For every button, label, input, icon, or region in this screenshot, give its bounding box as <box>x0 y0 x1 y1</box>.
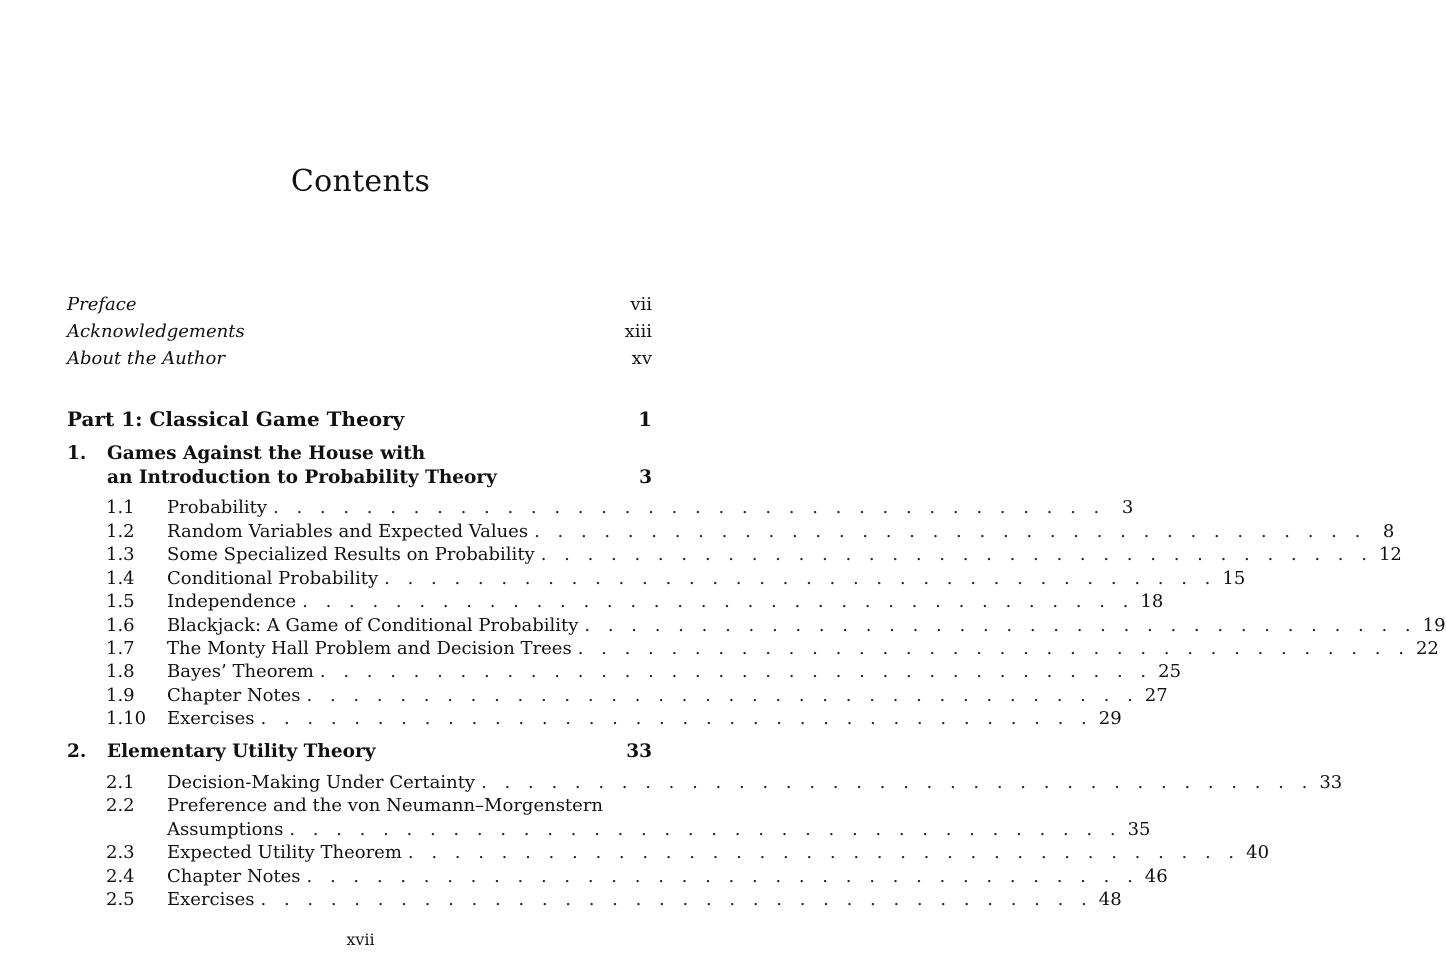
toc-part-1[interactable] <box>67 407 652 431</box>
section-label: Exercises <box>167 889 255 910</box>
section-number: 2.4 <box>106 866 135 887</box>
section-page: 35 <box>1127 819 1151 840</box>
section-page: 40 <box>1246 842 1270 863</box>
section-page: 3 <box>1121 497 1134 518</box>
part-page: 1 <box>638 407 652 431</box>
toc-section-1-4[interactable] <box>106 567 1246 591</box>
dot-leader: . . . . . . . . . . . . . . . . . . . . . . . . . . . . . . . . . . . . <box>534 521 1367 542</box>
dot-leader: . . . . . . . . . . . . . . . . . . . . . . . . . . . . . . . . . . . . <box>260 708 1093 729</box>
section-label: Conditional Probability <box>167 568 379 589</box>
section-label: The Monty Hall Problem and Decision Trees <box>167 638 572 659</box>
toc-section-1-2[interactable] <box>106 520 1395 544</box>
chapter-label: Games Against the House with <box>107 443 426 464</box>
section-page: 33 <box>1319 772 1343 793</box>
toc-section-1-9[interactable] <box>106 684 1168 708</box>
section-page: 12 <box>1378 544 1402 565</box>
section-label: Some Specialized Results on Probability <box>167 544 535 565</box>
dot-leader: . . . . . . . . . . . . . . . . . . . . . . . . . . . . . . . . . . . . <box>306 685 1139 706</box>
chapter-page: 3 <box>639 467 652 488</box>
dot-leader: . . . . . . . . . . . . . . . . . . . . . . . . . . . . . . . . . . . . <box>540 544 1373 565</box>
toc-chapter-2[interactable] <box>67 740 652 764</box>
section-number: 2.2 <box>106 795 135 816</box>
toc-section-1-7[interactable] <box>106 637 1439 661</box>
section-label: Chapter Notes <box>167 685 301 706</box>
toc-chapter-1-line1[interactable] <box>67 442 652 466</box>
section-number: 1.5 <box>106 591 135 612</box>
toc-section-2-2-cont[interactable] <box>167 818 1151 842</box>
dot-leader: . . . . . . . . . . . . . . . . . . . . . . . . . . . . . . . . . . . . <box>319 661 1153 682</box>
section-label: Independence <box>167 591 297 612</box>
section-number: 1.9 <box>106 685 135 706</box>
toc-section-2-4[interactable] <box>106 865 1168 889</box>
section-label: Decision-Making Under Certainty <box>167 772 476 793</box>
section-page: 46 <box>1144 866 1168 887</box>
toc-chapter-1-line2[interactable] <box>67 466 652 490</box>
chapter-label: Elementary Utility Theory <box>107 741 376 762</box>
entry-page: xv <box>631 348 652 369</box>
section-page: 48 <box>1098 889 1122 910</box>
entry-label: Acknowledgements <box>67 321 245 342</box>
section-page: 27 <box>1144 685 1168 706</box>
section-page: 19 <box>1422 615 1446 636</box>
section-page: 25 <box>1158 661 1182 682</box>
toc-section-1-3[interactable] <box>106 543 1402 567</box>
section-label: Blackjack: A Game of Conditional Probability <box>167 615 579 636</box>
section-page: 8 <box>1382 521 1395 542</box>
section-page: 18 <box>1140 591 1164 612</box>
section-number: 2.5 <box>106 889 135 910</box>
chapter-page: 33 <box>626 741 652 762</box>
toc-entry-acknowledgements[interactable] <box>67 320 652 344</box>
toc-section-1-10[interactable] <box>106 707 1122 731</box>
toc-entry-about-author[interactable] <box>67 347 652 371</box>
section-number: 2.1 <box>106 772 135 793</box>
toc-section-1-5[interactable] <box>106 590 1164 614</box>
toc-section-2-5[interactable] <box>106 888 1122 912</box>
section-label: Preference and the von Neumann–Morgenstern <box>167 795 604 816</box>
toc-section-2-1[interactable] <box>106 771 1343 795</box>
section-number: 1.6 <box>106 615 135 636</box>
entry-label: About the Author <box>67 348 225 369</box>
section-label-cont: Assumptions <box>167 819 284 840</box>
section-label: Exercises <box>167 708 255 729</box>
section-number: 1.10 <box>106 708 147 729</box>
dot-leader: . . . . . . . . . . . . . . . . . . . . . . . . . . . . . . . . . . . . <box>481 772 1314 793</box>
dot-leader: . . . . . . . . . . . . . . . . . . . . . . . . . . . . . . . . . . . . <box>584 615 1417 636</box>
chapter-number: 1. <box>67 443 87 464</box>
toc-section-1-1[interactable] <box>106 496 1134 520</box>
toc-entry-preface[interactable] <box>67 293 652 317</box>
section-number: 1.4 <box>106 568 135 589</box>
entry-page: xiii <box>624 321 652 342</box>
toc-section-1-6[interactable] <box>106 614 1446 638</box>
section-label: Bayes’ Theorem <box>167 661 314 682</box>
section-number: 1.3 <box>106 544 135 565</box>
entry-label: Preface <box>67 294 137 315</box>
section-page: 22 <box>1415 638 1439 659</box>
section-number: 1.8 <box>106 661 135 682</box>
section-label: Chapter Notes <box>167 866 301 887</box>
entry-page: vii <box>630 294 652 315</box>
page-number-footer: xvii <box>346 930 375 949</box>
toc-section-2-2[interactable] <box>106 794 652 818</box>
dot-leader: . . . . . . . . . . . . . . . . . . . . . . . . . . . . . . . . . . . . <box>306 866 1139 887</box>
section-number: 2.3 <box>106 842 135 863</box>
toc-section-2-3[interactable] <box>106 841 1270 865</box>
dot-leader: . . . . . . . . . . . . . . . . . . . . . . . . . . . . . . . . . . . . <box>577 638 1410 659</box>
chapter-label-cont: an Introduction to Probability Theory <box>107 467 497 488</box>
section-label: Probability <box>167 497 268 518</box>
dot-leader: . . . . . . . . . . . . . . . . . . . . . . . . . . . . . . . . . . . . <box>273 497 1106 518</box>
part-label: Part 1: Classical Game Theory <box>67 407 405 431</box>
dot-leader: . . . . . . . . . . . . . . . . . . . . . . . . . . . . . . . . . . . . <box>260 889 1093 910</box>
dot-leader: . . . . . . . . . . . . . . . . . . . . . . . . . . . . . . . . . . . . <box>384 568 1217 589</box>
section-page: 15 <box>1222 568 1246 589</box>
section-number: 1.1 <box>106 497 135 518</box>
dot-leader: . . . . . . . . . . . . . . . . . . . . . . . . . . . . . . . . . . . . <box>302 591 1135 612</box>
section-number: 1.7 <box>106 638 135 659</box>
section-label: Random Variables and Expected Values <box>167 521 529 542</box>
section-page: 29 <box>1098 708 1122 729</box>
toc-section-1-8[interactable] <box>106 660 1182 684</box>
dot-leader: . . . . . . . . . . . . . . . . . . . . . . . . . . . . . . . . . . . . <box>407 842 1241 863</box>
dot-leader: . . . . . . . . . . . . . . . . . . . . . . . . . . . . . . . . . . . . <box>289 819 1122 840</box>
section-label: Expected Utility Theorem <box>167 842 402 863</box>
section-number: 1.2 <box>106 521 135 542</box>
chapter-number: 2. <box>67 741 87 762</box>
page-title: Contents <box>290 164 431 199</box>
